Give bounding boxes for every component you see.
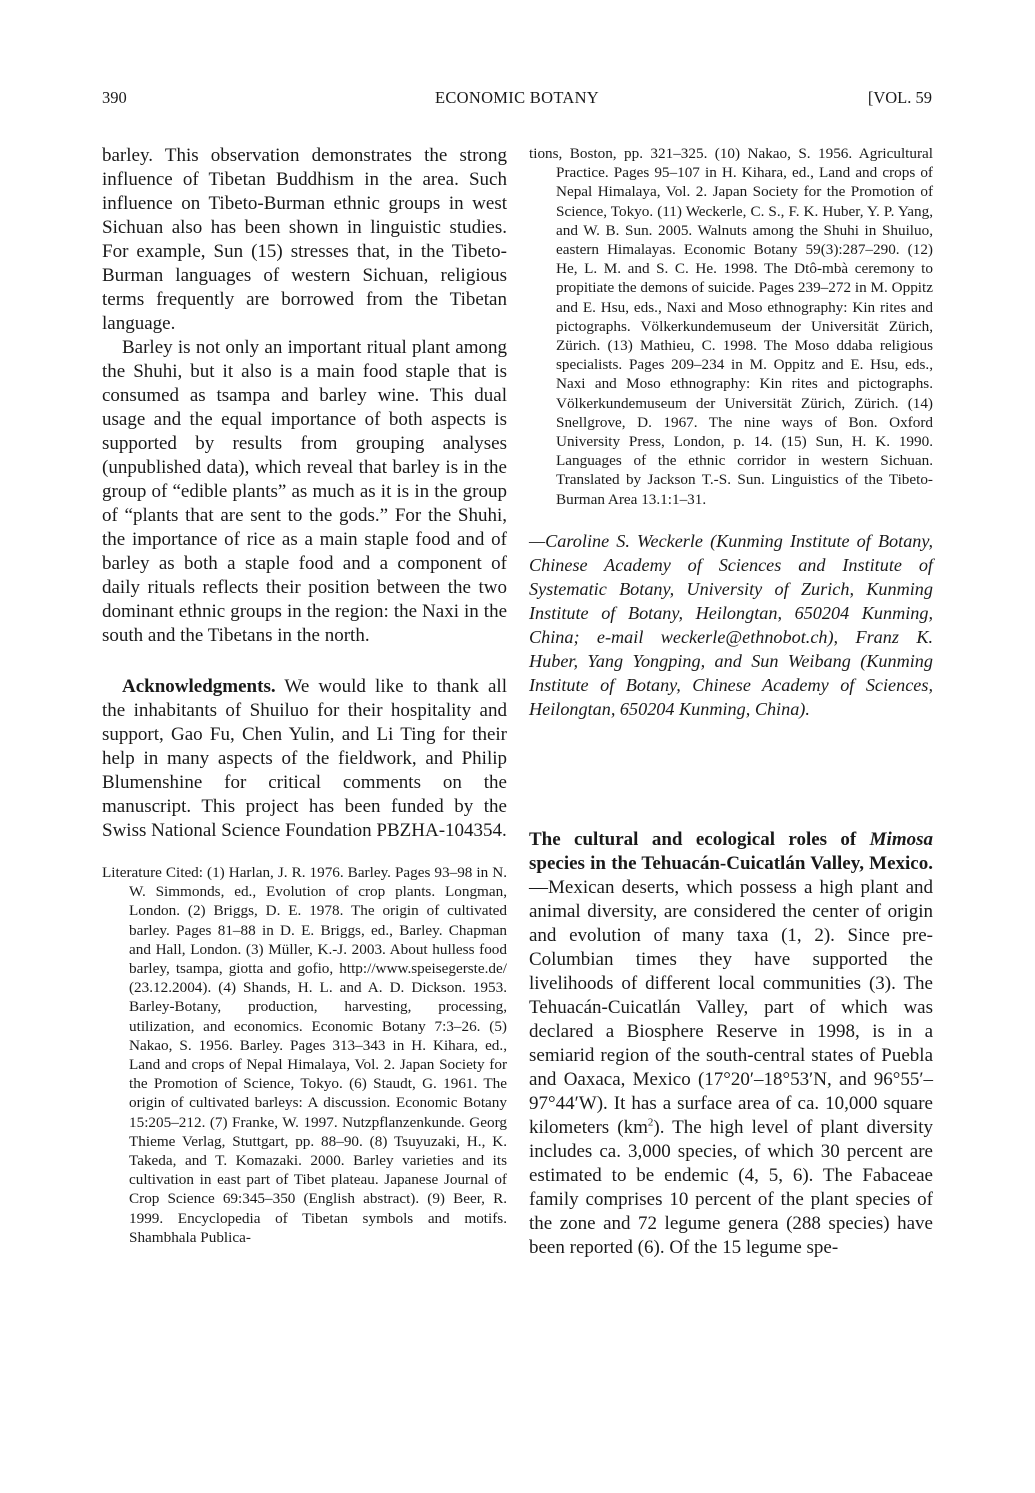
left-column xyxy=(102,144,507,1247)
mimosa-title-part2: species in the Tehuacán-Cuicatlán Valley, Mexico. xyxy=(529,852,933,874)
mimosa-title-genus: Mimosa xyxy=(869,828,934,850)
literature-cited: Literature Cited: (1) Harlan, J. R. 1976. Barley. Pages 93–98 in N. W. Simmonds, ed., Evolution of crop plants. Longman, London. (2) Briggs, D. E. 1978. The origin of cultivated barley. Pages 81–88 in D. E. Briggs, ed., Barley. Chapman and Hall, London. (3) Müller, K.-J. 2003. About hulless food barley, tsampa, giotta and gofio, http://www.speisegerste.de/ (23.12.2004). (4) Shands, H. L. and A. D. Dickson. 1953. Barley-Botany, production, harvesting, processing, utilization, and economics. Economic Botany 7:3–26. (5) Nakao, S. 1956. Barley. Pages 313–343 in H. Kihara, ed., Land and crops of Nepal Himalaya, Vol. 2. Japan Society for the Promotion of Science, Tokyo. (6) Staudt, G. 1961. The origin of cultivated barleys: A discussion. Economic Botany 15:205–212. (7) Franke, W. 1997. Nutzpflanzenkunde. Georg Thieme Verlag, Stuttgart, pp. 88–90. (8) Tsuyuzaki, H., K. Takeda, and T. Komazaki. 2000. Barley varieties and its cultivation in east part of Tibet plateau. Japanese Journal of Crop Science 69:345–350 (English abstract). (9) Beer, R. 1999. Encyclopedia of Tibetan symbols and motifs. Shambhala Publica- xyxy=(102,864,507,1246)
mimosa-article-intro xyxy=(529,828,933,1260)
journal-title: ECONOMIC BOTANY xyxy=(434,88,600,107)
author-signature: —Caroline S. Weckerle (Kunming Institute of Botany, Chinese Academy of Sciences and Institute of Systematic Botany, University of Zurich, Kunming Institute of Botany, Heilongtan, 650204 Kunming, China; e-mail weckerle@ethnobot.ch), Franz K. Huber, Yang Yongping, and Sun Weibang (Kunming Institute of Botany, Chinese Academy of Sciences, Heilongtan, 650204 Kunming, China). xyxy=(529,530,933,719)
right-column xyxy=(529,144,933,1260)
mimosa-text-b: ). The high level of plant diversity includes ca. 3,000 species, of which 30 percent are estimated to be endemic (4, 5, 6). The Fabaceae family comprises 10 percent of the plant species of the zone and 72 legume genera (288 species) have been reported (6). Of the 15 legume spe- xyxy=(529,1116,933,1258)
page-number: 390 xyxy=(102,88,127,107)
paragraph-barley-tibetan-influence: barley. This observation demonstrates the strong influence of Tibetan Buddhism in the area. Such influence on Tibeto-Burman ethnic groups in west Sichuan also has been shown in linguistic studies. For example, Sun (15) stresses that, in the Tibeto-Burman languages of western Sichuan, religious terms frequently are borrowed from the Tibetan language. xyxy=(102,145,507,334)
mimosa-article-title xyxy=(529,829,933,874)
mimosa-title-part1: The cultural and ecological roles of xyxy=(529,828,857,850)
acknowledgments xyxy=(102,675,507,843)
acknowledgments-text: We would like to thank all the inhabitants of Shuiluo for their hospitality and support, Gao Fu, Chen Yulin, and Li Ting for their help in many aspects of the fieldwork, and Philip Blumenshine for critical comments on the manuscript. This project has been funded by the Swiss National Science Foundation PBZHA-104354. xyxy=(102,676,507,841)
mimosa-text-a: —Mexican deserts, which possess a high plant and animal diversity, are considered the center of origin and evolution of many taxa (1, 2). Since pre-Columbian times they have supported the livelihoods of different local communities (3). The Tehuacán-Cuicatlán Valley, part of which was declared a Biosphere Reserve in 1998, is in a semiarid region of the south-central states of Puebla and Oaxaca, Mexico (17°20′–18°53′N, and 96°55′–97°44′W). It has a surface area of ca. 10,000 square kilometers (km xyxy=(529,876,933,1138)
superscript-two: 2 xyxy=(647,1116,654,1129)
acknowledgments-heading: Acknowledgments. xyxy=(122,676,276,697)
volume-label: [VOL. 59 xyxy=(867,88,932,107)
paragraph-barley-food-staple: Barley is not only an important ritual plant among the Shuhi, but it also is a main food staple that is consumed as tsampa and barley wine. This dual usage and the equal importance of both aspects is supported by results from grouping analyses (unpublished data), which reveal that barley is in the group of “edible plants” as much as it is in the group of “plants that are sent to the gods.” For the Shuhi, the importance of rice as a main staple food and of barley as both a staple food and a component of daily rituals reflects their position between the two dominant ethnic groups in the region: the Naxi in the south and the Tibetans in the north. xyxy=(102,337,507,646)
literature-cited-continued: tions, Boston, pp. 321–325. (10) Nakao, S. 1956. Agricultural Practice. Pages 95–107 in H. Kihara, ed., Land and crops of Nepal Himalaya, Vol. 2. Japan Society for the Promotion of Science, Tokyo. (11) Weckerle, C. S., F. K. Huber, Y. P. Yang, and W. B. Sun. 2005. Walnuts among the Shuhi in Shuiluo, eastern Himalayas. Economic Botany 59(3):287–290. (12) He, L. M. and S. C. He. 1998. The Dtô-mbà ceremony to propitiate the demons of suicide. Pages 239–272 in M. Oppitz and E. Hsu, eds., Naxi and Moso ethnography: Kin rites and pictographs. Völkerkundemuseum der Universität Zürich, Zürich. (13) Mathieu, C. 1998. The Moso ddaba religious specialists. Pages 209–234 in M. Oppitz and E. Hsu, eds., Naxi and Moso ethnography: Kin rites and pictographs. Völkerkundemuseum der Universität Zürich, Zürich. (14) Snellgrove, D. 1967. The nine ways of Bon. Oxford University Press, London, p. 14. (15) Sun, H. K. 1990. Languages of the ethnic corridor in western Sichuan. Translated by Jackson T.-S. Sun. Linguistics of the Tibeto-Burman Area 13.1:1–31. xyxy=(529,145,933,508)
